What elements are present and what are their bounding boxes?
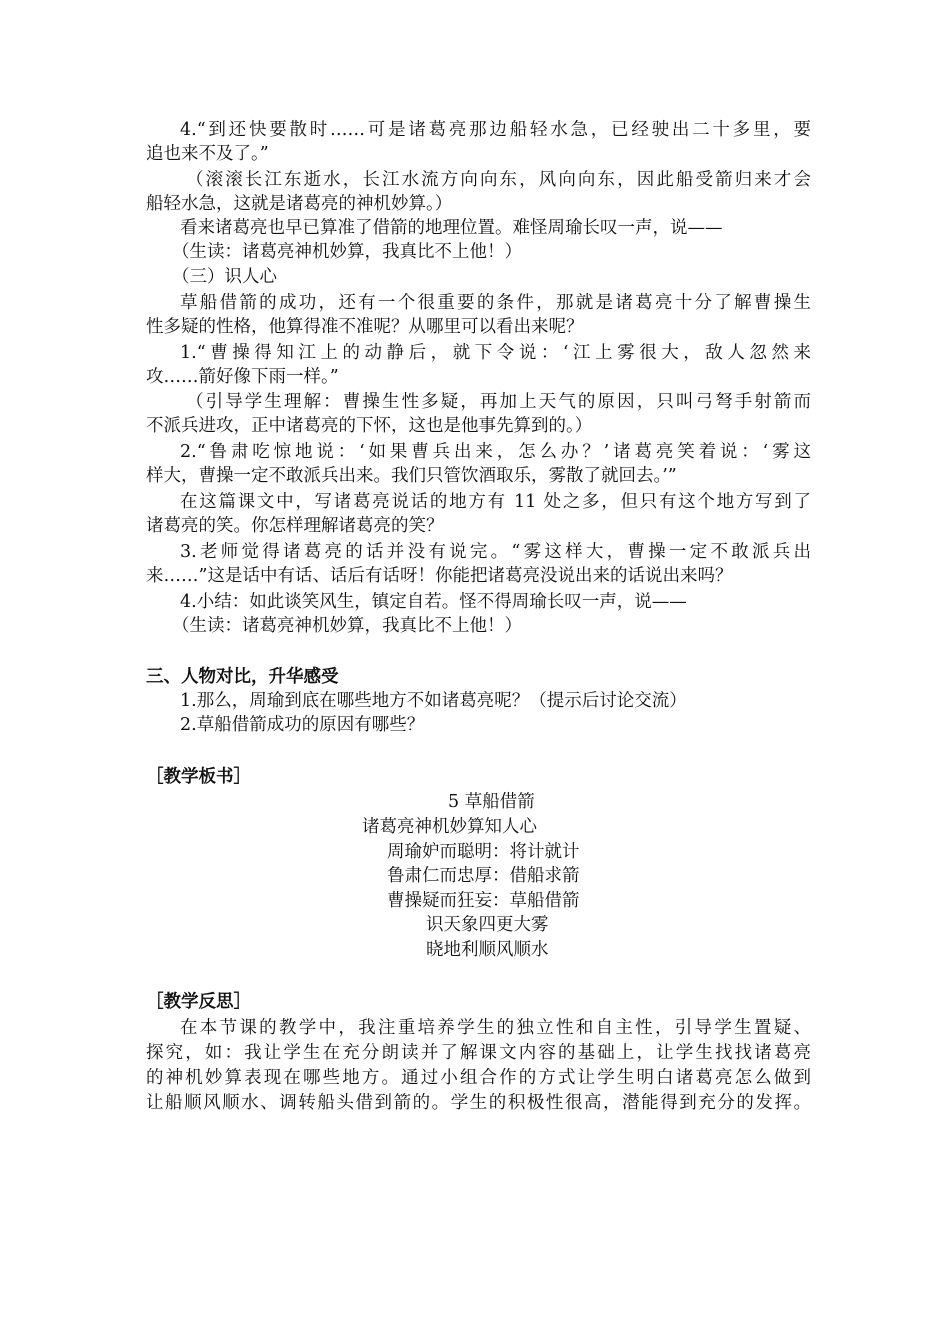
paragraph-line: 草船借箭的成功，还有一个很重要的条件，那就是诸葛亮十分了解曹操生 (180, 293, 811, 313)
paragraph-line: （引导学生理解：曹操生性多疑，再加上天气的原因，只叫弓弩手射箭而 (186, 392, 811, 412)
paragraph-line: 性多疑的性格，他算得准不准呢？从哪里可以看出来呢？ (146, 317, 584, 337)
paragraph-line: 诸葛亮的笑。你怎样理解诸葛亮的笑？ (146, 516, 444, 536)
paragraph-line: 样大，曹操一定不敢派兵出来。我们只管饮酒取乐，雾散了就回去。’” (146, 466, 677, 486)
paragraph-line: （生读：诸葛亮神机妙算，我真比不上他！） (172, 242, 522, 262)
paragraph-line: 的神机妙算表现在哪些地方。通过小组合作的方式让学生明白诸葛亮怎么做到 (146, 1068, 811, 1088)
paragraph-line: 探究，如：我让学生在充分朗读并了解课文内容的基础上，让学生找找诸葛亮 (146, 1043, 811, 1063)
board-line: 晓地利顺风顺水 (426, 940, 549, 960)
section-heading: ［教学反思］ (146, 992, 251, 1012)
paragraph-line: 4.小结：如此谈笑风生，镇定自若。怪不得周瑜长叹一声，说—— (180, 592, 687, 612)
paragraph-line: （生读：诸葛亮神机妙算，我真比不上他！） (172, 616, 522, 636)
paragraph-line: 在这篇课文中，写诸葛亮说话的地方有 11 处之多，但只有这个地方写到了 (180, 492, 811, 512)
paragraph-line: 1.“曹操得知江上的动静后，就下令说：‘江上雾很大，敌人忽然来 (180, 343, 811, 363)
board-line: 鲁肃仁而忠厚：借船求箭 (387, 866, 580, 886)
paragraph-line: （滚滚长江东逝水，长江水流方向向东，风向向东，因此船受箭归来才会 (186, 170, 811, 190)
section-heading: ［教学板书］ (146, 767, 251, 787)
board-line: 识天象四更大雾 (426, 915, 549, 935)
paragraph-line: 来……”这是话中有话、话后有话呀！你能把诸葛亮没说出来的话说出来吗？ (146, 566, 733, 586)
board-line: 曹操疑而狂妄：草船借箭 (387, 891, 580, 911)
paragraph-line: 2.“鲁肃吃惊地说：‘如果曹兵出来，怎么办？’诸葛亮笑着说：‘雾这 (180, 442, 811, 462)
subsection-title: （三）识人心 (172, 267, 277, 287)
paragraph-line: 在本节课的教学中，我注重培养学生的独立性和自主性，引导学生置疑、 (180, 1018, 811, 1038)
section-heading: 三、人物对比，升华感受 (146, 667, 339, 687)
board-line: 诸葛亮神机妙算知人心 (362, 817, 537, 837)
list-item: 1.那么，周瑜到底在哪些地方不如诸葛亮呢？（提示后讨论交流） (180, 691, 687, 711)
paragraph-line: 不派兵进攻，正中诸葛亮的下怀，这也是他事先算到的。） (146, 416, 593, 436)
paragraph-line: 看来诸葛亮也早已算准了借箭的地理位置。难怪周瑜长叹一声，说—— (180, 218, 723, 238)
board-title: 5 草船借箭 (448, 792, 535, 812)
list-item: 2.草船借箭成功的原因有哪些？ (180, 715, 425, 735)
paragraph-line: 船轻水急，这就是诸葛亮的神机妙算。） (146, 194, 453, 214)
paragraph-line: 追也来不及了。” (146, 144, 269, 164)
paragraph-line: 攻……箭好像下雨一样。” (146, 367, 339, 387)
paragraph-line: 让船顺风顺水、调转船头借到箭的。学生的积极性很高，潜能得到充分的发挥。 (146, 1093, 811, 1113)
paragraph-line: 3.老师觉得诸葛亮的话并没有说完。“雾这样大，曹操一定不敢派兵出 (180, 542, 811, 562)
paragraph-line: 4.“到还快要散时……可是诸葛亮那边船轻水急，已经驶出二十多里，要 (180, 120, 811, 140)
board-line: 周瑜妒而聪明：将计就计 (387, 842, 580, 862)
